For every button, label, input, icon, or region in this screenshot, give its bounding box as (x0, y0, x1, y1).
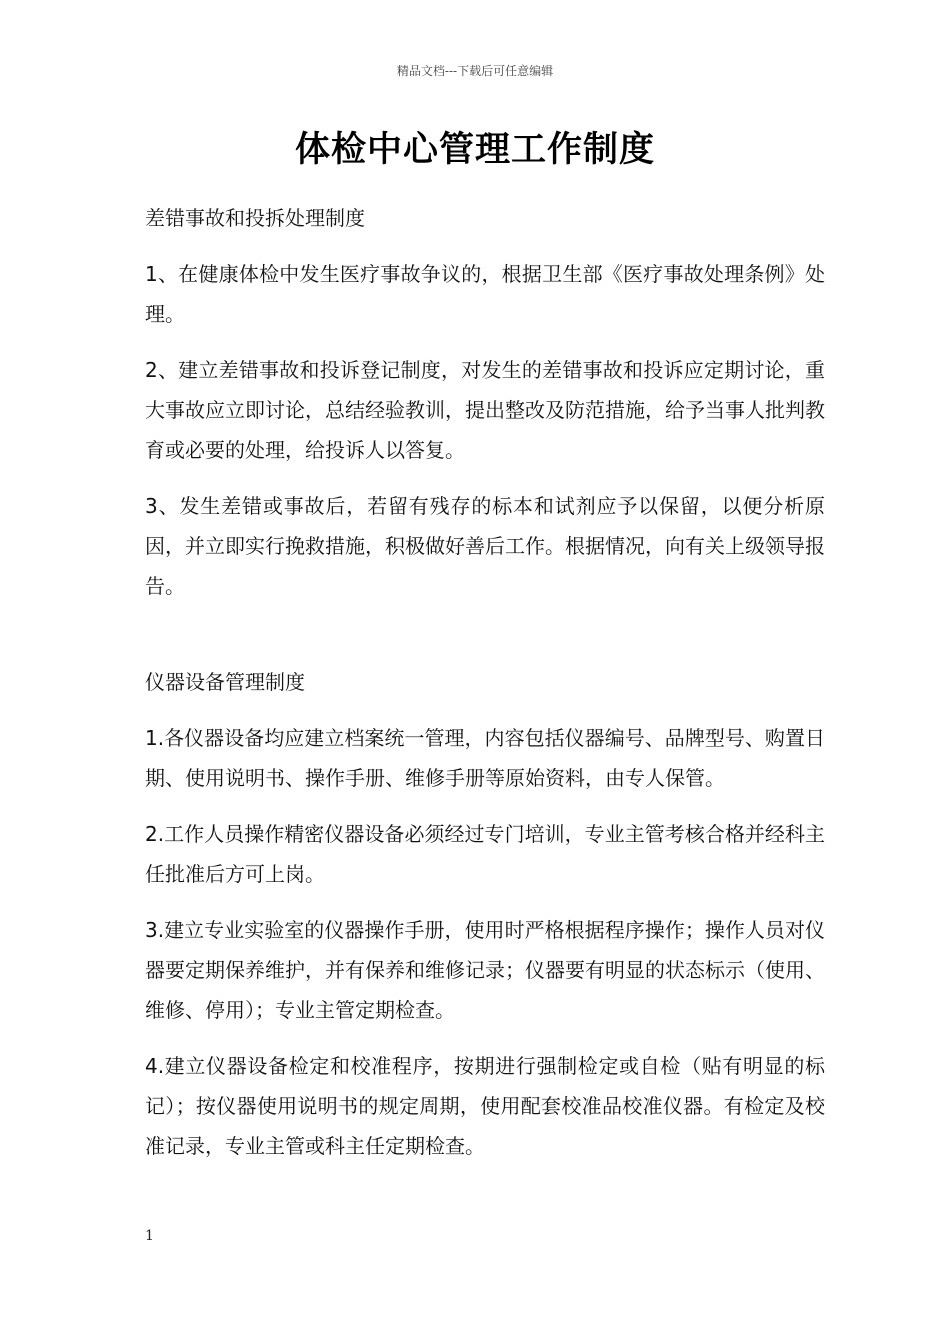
section-heading: 差错事故和投拆处理制度 (145, 206, 365, 230)
header-note: 精品文档---下载后可任意编辑 (396, 64, 554, 78)
paragraph: 3.建立专业实验室的仪器操作手册，使用时严格根据程序操作；操作人员对仪器要定期保养维护，并有保养和维修记录；仪器要有明显的状态标示（使用、维修、停用）；专业主管定期检查。 (145, 918, 825, 1022)
document-title: 体检中心管理工作制度 (294, 130, 655, 170)
section-spacer (145, 622, 825, 662)
paragraph: 3、发生差错或事故后，若留有残存的标本和试剂应予以保留，以便分析原因，并立即实行挽救措施，积极做好善后工作。根据情况，向有关上级领导报告。 (145, 494, 825, 598)
paragraph: 4.建立仪器设备检定和校准程序，按期进行强制检定或自检（贴有明显的标记）；按仪器使用说明书的规定周期，使用配套校准品校准仪器。有检定及校准记录，专业主管或科主任定期检查。 (145, 1054, 825, 1158)
document-body (145, 198, 825, 1182)
paragraph: 1.各仪器设备均应建立档案统一管理，内容包括仪器编号、品牌型号、购置日期、使用说明书、操作手册、维修手册等原始资料，由专人保管。 (145, 726, 825, 790)
page-number: 1 (145, 1228, 154, 1244)
paragraph: 2.工作人员操作精密仪器设备必须经过专门培训，专业主管考核合格并经科主任批准后方可上岗。 (145, 822, 825, 886)
section-heading: 仪器设备管理制度 (145, 670, 305, 694)
paragraph: 2、建立差错事故和投诉登记制度，对发生的差错事故和投诉应定期讨论，重大事故应立即讨论，总结经验教训，提出整改及防范措施，给予当事人批判教育或必要的处理，给投诉人以答复。 (145, 358, 825, 462)
section-error-accident (145, 198, 825, 606)
paragraph: 1、在健康体检中发生医疗事故争议的，根据卫生部《医疗事故处理条例》处理。 (145, 262, 825, 326)
section-equipment (145, 662, 825, 1166)
